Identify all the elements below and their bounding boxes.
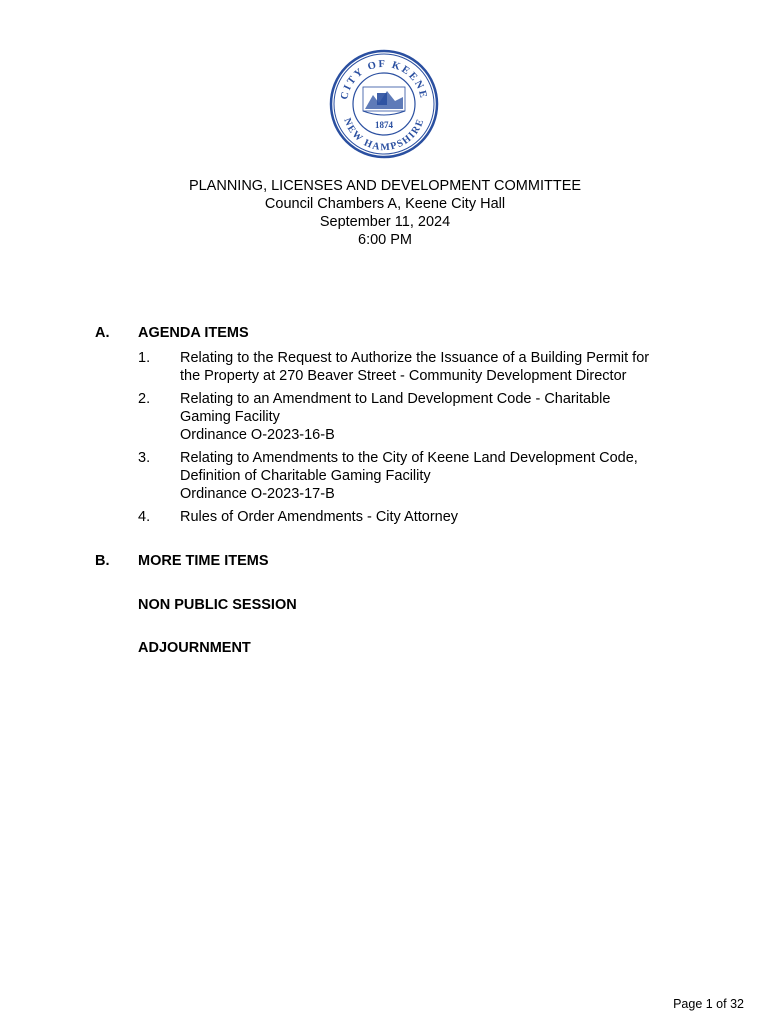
meeting-header — [0, 177, 770, 249]
meeting-location: Council Chambers A, Keene City Hall — [264, 196, 506, 212]
agenda-item-2-line-1: Relating to an Amendment to Land Development Code - Charitable — [180, 391, 611, 407]
agenda-item-1-line-2: the Property at 270 Beaver Street - Community Development Director — [180, 368, 627, 384]
meeting-time: 6:00 PM — [358, 232, 412, 248]
section-a-title: AGENDA ITEMS — [138, 325, 249, 341]
agenda-item-2-line-2: Gaming Facility — [180, 409, 280, 425]
city-seal-logo — [329, 49, 439, 159]
agenda-item-2 — [180, 390, 610, 444]
meeting-date: September 11, 2024 — [319, 214, 451, 230]
agenda-item-1-number: 1. — [138, 350, 151, 366]
agenda-item-3-line-2: Definition of Charitable Gaming Facility — [180, 468, 431, 484]
agenda-item-3 — [180, 449, 638, 503]
agenda-item-1 — [180, 349, 649, 385]
agenda-item-3-line-1: Relating to Amendments to the City of Keene Land Development Code, — [180, 450, 638, 466]
page-number: Page 1 of 32 — [673, 997, 744, 1011]
adjournment-heading: ADJOURNMENT — [138, 640, 251, 656]
section-b-letter: B. — [95, 553, 110, 569]
agenda-item-3-number: 3. — [138, 450, 151, 466]
agenda-item-4-number: 4. — [138, 509, 151, 525]
agenda-item-2-line-3: Ordinance O-2023-16-B — [180, 427, 335, 443]
agenda-item-4-line-1: Rules of Order Amendments - City Attorney — [180, 509, 459, 525]
seal-top-text: CITY OF KEENE — [339, 58, 429, 101]
agenda-item-3-line-3: Ordinance O-2023-17-B — [180, 486, 335, 502]
agenda-item-1-line-1: Relating to the Request to Authorize the Issuance of a Building Permit for — [180, 350, 650, 366]
section-b-title: MORE TIME ITEMS — [138, 553, 269, 569]
section-a-letter: A. — [95, 325, 110, 341]
agenda-item-4 — [180, 508, 458, 526]
seal-bottom-text: NEW HAMPSHIRE — [341, 116, 427, 154]
agenda-item-2-number: 2. — [138, 391, 151, 407]
seal-year: 1874 — [375, 120, 393, 130]
non-public-session-heading: NON PUBLIC SESSION — [138, 597, 297, 613]
committee-title: PLANNING, LICENSES AND DEVELOPMENT COMMITTEE — [188, 178, 582, 194]
